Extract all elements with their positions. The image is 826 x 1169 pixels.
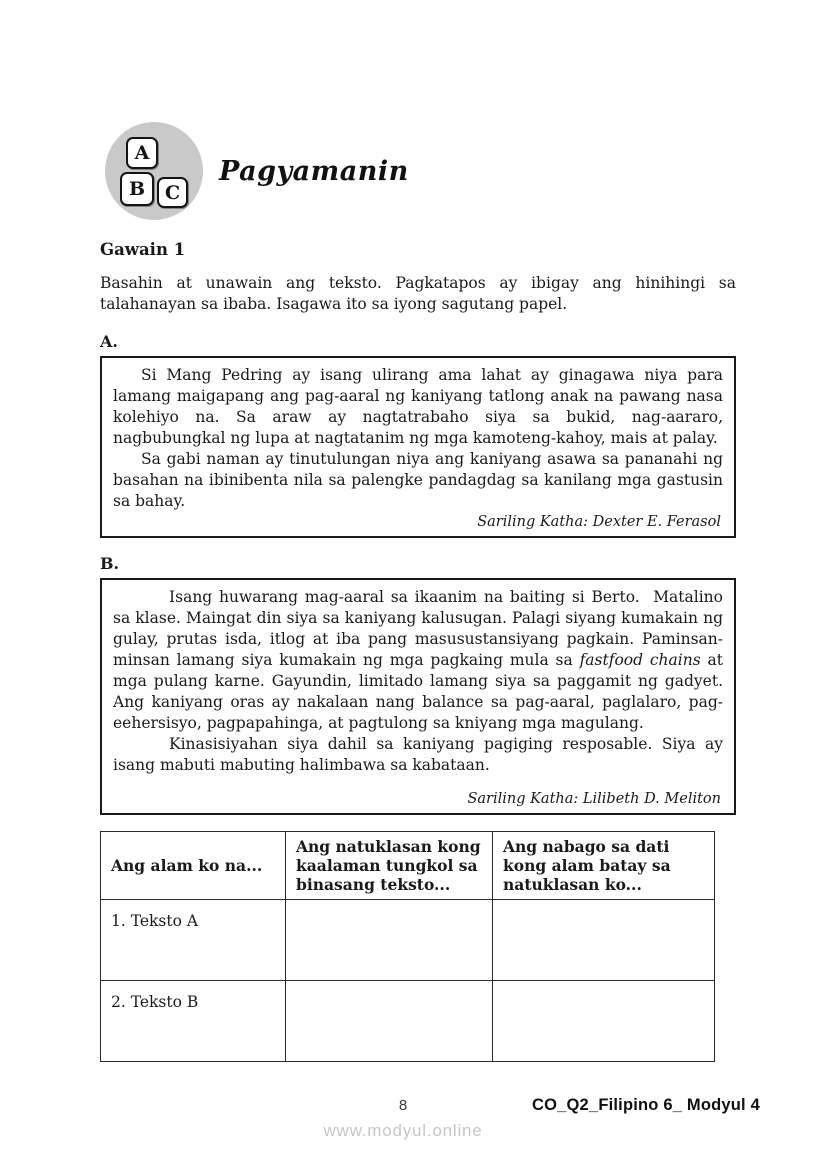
block-letter: B [128, 178, 146, 200]
part-b-label: B. [100, 554, 120, 573]
page-title: Pagyamanin [219, 155, 409, 187]
answer-cell [286, 900, 493, 981]
letter-block-b [120, 172, 154, 206]
worksheet-content [100, 240, 736, 1062]
part-a-label: A. [100, 332, 118, 351]
kwl-header-row [101, 832, 715, 900]
passage-a-attribution: Sariling Katha: Dexter E. Ferasol [477, 514, 721, 530]
kwl-row-teksto-b [101, 981, 715, 1062]
passage-b-text-after-italic: at mga pulang karne. Gayundin, limitado lamang siya sa paggamit ng gadyet. Ang kaniyang oras ay nakalaan nang balance sa pag-aaral, paglalaro, pag-eehersisyo, pagpapahinga, at pagtulong sa kniyang mga magulang. [113, 651, 723, 732]
module-code: CO_Q2_Filipino 6_ Modyul 4 [532, 1096, 760, 1114]
answer-cell [493, 900, 715, 981]
watermark: www.modyul.online [323, 1121, 483, 1140]
passage-b-italic-phrase: fastfood chains [579, 651, 701, 669]
kwl-row-teksto-a [101, 900, 715, 981]
kwl-table [100, 831, 715, 1062]
block-letter: C [164, 181, 181, 204]
passage-b-paragraph-1 [113, 587, 723, 734]
reading-passage-b [100, 578, 736, 815]
row-label: 1. Teksto A [101, 900, 286, 981]
row-label: 2. Teksto B [101, 981, 286, 1062]
activity-instructions: Basahin at unawain ang teksto. Pagkatapos ay ibigay ang hinihingi sa talahanayan sa ibaba. Isagawa ito sa iyong sagutang papel. [100, 274, 736, 313]
section-banner [105, 122, 409, 220]
activity-heading: Gawain 1 [100, 240, 186, 259]
passage-a-paragraph-2: Sa gabi naman ay tinutulungan niya ang kaniyang asawa sa pananahi ng basahan na ibinibenta nila sa palengke pandagdag sa kanilang mga gastusin sa bahay. [113, 450, 723, 510]
kwl-header-changed: Ang nabago sa dati kong alam batay sa natuklasan ko... [493, 832, 715, 900]
letter-block-a [126, 137, 158, 169]
passage-b-paragraph-2: Kinasisiyahan siya dahil sa kaniyang pagiging resposable. Siya ay isang mabuti mabuting halimbawa sa kabataan. [113, 735, 723, 774]
abc-blocks-icon [105, 122, 203, 220]
kwl-header-know: Ang alam ko na... [101, 832, 286, 900]
passage-a-paragraph-1: Si Mang Pedring ay isang ulirang ama lahat ay ginagawa niya para lamang maigapang ang pag-aaral ng kaniyang tatlong anak na pawang nasa kolehiyo na. Sa araw ay nagtatrabaho siya sa bukid, nag-aararo, nagbubungkal ng lupa at nagtatanim ng mga kamoteng-kahoy, mais at palay. [113, 366, 723, 447]
block-letter: A [134, 142, 150, 164]
letter-block-c [157, 177, 188, 208]
page-number: 8 [398, 1097, 408, 1114]
passage-b-attribution: Sariling Katha: Lilibeth D. Meliton [467, 791, 721, 807]
kwl-header-learned: Ang natuklasan kong kaalaman tungkol sa binasang teksto... [286, 832, 493, 900]
passage-b-text-before-italic: Isang huwarang mag-aaral sa ikaanim na baiting si Berto. Matalino sa klase. Maingat din siya sa kaniyang kalusugan. Palagi siyang kumakain ng gulay, prutas isda, itlog at iba pang masusustansiyang pagkain. Paminsan-minsan lamang siya kumakain ng mga pagkaing mula sa [113, 588, 723, 669]
answer-cell [493, 981, 715, 1062]
reading-passage-a [100, 356, 736, 538]
answer-cell [286, 981, 493, 1062]
